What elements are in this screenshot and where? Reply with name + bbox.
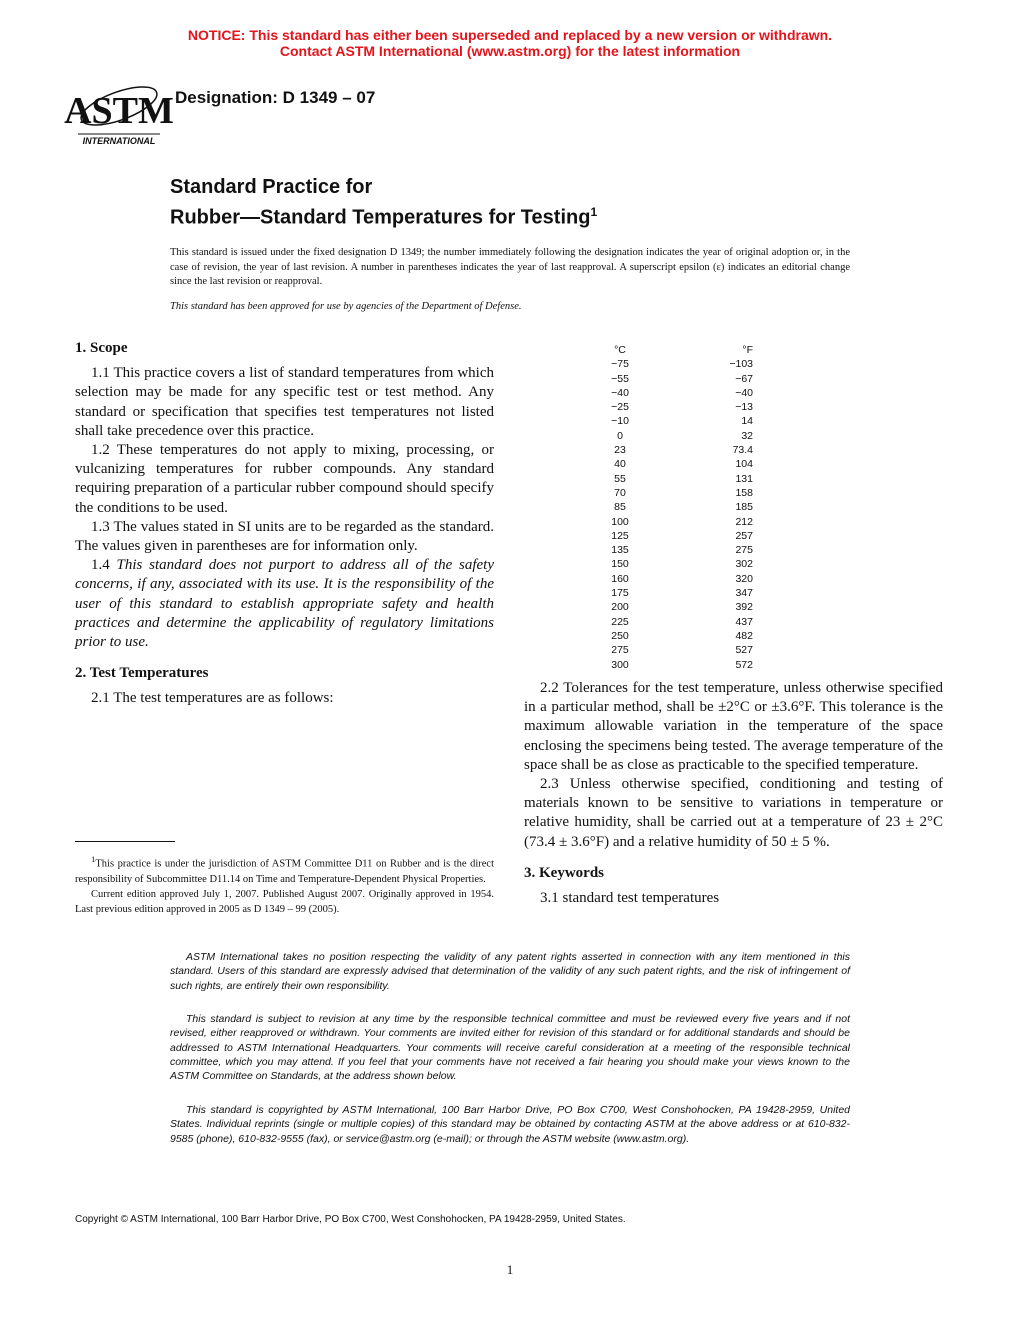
- fahrenheit-cell: −13: [735, 401, 753, 414]
- page-title: Standard Practice for Rubber—Standard Temperatures for Testing$^1$: [170, 176, 598, 229]
- fahrenheit-cell: 104: [735, 458, 753, 471]
- table-row: [605, 529, 755, 543]
- celsius-cell: 135: [611, 544, 629, 557]
- section-heading: 1. Scope: [75, 340, 128, 356]
- fahrenheit-cell: 185: [735, 501, 753, 514]
- table-row: [605, 643, 755, 657]
- paragraph: 1.4 This standard does not purport to address all of the safety concerns, if any, associated with its use. It is the responsibility of the user of this standard to establish appropriate safety and health practices and determine the applicability of regulatory limitations prior to use.: [75, 557, 495, 651]
- table-row: [605, 515, 755, 529]
- fahrenheit-cell: 73.4: [732, 444, 753, 457]
- celsius-cell: −25: [611, 401, 629, 414]
- fahrenheit-cell: 275: [735, 544, 753, 557]
- celsius-cell: 275: [611, 644, 629, 657]
- dod-approval: This standard has been approved for use by agencies of the Department of Defense.: [170, 301, 522, 312]
- page-number: 1: [506, 1262, 514, 1277]
- table-row: [605, 615, 755, 629]
- fahrenheit-cell: 14: [741, 415, 753, 428]
- celsius-cell: 175: [611, 587, 629, 600]
- issuance-note: This standard is issued under the fixed designation D 1349; the number immediately following the designation indicates the year of original adoption or, in the case of revision, the year of last revision. A number in parentheses indicates the year of last reapproval. A superscript epsilon (ε) indicates an editorial change since the last revision or reapproval.: [170, 247, 850, 287]
- paragraph: 3.1 standard test temperatures: [540, 890, 720, 907]
- fahrenheit-cell: −103: [729, 358, 753, 371]
- svg-text:INTERNATIONAL: INTERNATIONAL: [82, 136, 156, 146]
- fahrenheit-cell: 32: [741, 429, 753, 442]
- fahrenheit-cell: 320: [735, 572, 753, 585]
- celsius-cell: 300: [611, 658, 629, 671]
- celsius-cell: 70: [614, 486, 626, 499]
- celsius-cell: 250: [611, 629, 629, 642]
- fahrenheit-cell: 527: [735, 644, 753, 657]
- fahrenheit-cell: −67: [735, 372, 753, 385]
- fahrenheit-cell: −40: [735, 386, 753, 399]
- copyright-notice: This standard is copyrighted by ASTM International, 100 Barr Harbor Drive, PO Box C700, West Conshohocken, PA 19428-2959, United States. Individual reprints (single or multiple copies) of this standard may be obtained by contacting ASTM at the above address or at 610-832-9585 (phone), 610-832-9555 (fax), or service@astm.org (e-mail); or through the ASTM website (www.astm.org).: [170, 1104, 850, 1145]
- table-row: [605, 557, 755, 571]
- fahrenheit-cell: 257: [735, 529, 753, 542]
- celsius-cell: 150: [611, 558, 629, 571]
- table-row: [605, 357, 755, 371]
- paragraph: 2.1 The test temperatures are as follows:: [91, 690, 334, 707]
- right-column: [524, 679, 943, 908]
- celsius-cell: −75: [611, 358, 629, 371]
- celsius-cell: −55: [611, 372, 629, 385]
- supersede-notice: NOTICE: This standard has either been superseded and replaced by a new version or withdrawn. Contact ASTM International (www.astm.org) for the latest information: [187, 27, 833, 59]
- table-row: [605, 386, 755, 400]
- table-header: °C °F: [614, 344, 753, 356]
- revision-notice: This standard is subject to revision at any time by the responsible technical committee and must be reviewed every five years and if not revised, either reapproved or withdrawn. Your comments are invited either for revision of this standard or for additional standards and should be addressed to ASTM International Headquarters. Your comments will receive careful consideration at a meeting of the responsible technical committee, which you may attend. If you feel that your comments have not received a fair hearing you should make your views known to the ASTM Committee on Standards, at the address shown below.: [170, 1013, 850, 1083]
- fahrenheit-cell: 437: [735, 615, 753, 628]
- celsius-cell: 225: [611, 615, 629, 628]
- paragraph: 1.2 These temperatures do not apply to mixing, processing, or vulcanizing temperatures for rubber compounds. Any standard requiring preparation of a particular rubber compound should specify the conditions to be used.: [75, 442, 494, 516]
- table-row: [605, 500, 755, 514]
- table-row: [605, 572, 755, 586]
- celsius-cell: 55: [614, 472, 626, 485]
- celsius-cell: 200: [611, 601, 629, 614]
- table-row: [605, 600, 755, 614]
- fahrenheit-cell: 482: [735, 629, 753, 642]
- celsius-cell: 0: [617, 429, 623, 442]
- table-row: [605, 472, 755, 486]
- table-row: [605, 443, 755, 457]
- fahrenheit-cell: 347: [735, 587, 753, 600]
- table-row: [605, 400, 755, 414]
- copyright-footer: Copyright © ASTM International, 100 Barr Harbor Drive, PO Box C700, West Conshohocken, PA 19428-2959, United States.: [75, 1214, 626, 1225]
- table-row: [605, 586, 755, 600]
- paragraph: 2.3 Unless otherwise specified, conditioning and testing of materials known to be sensitive to variations in temperature or relative humidity, shall be carried out at a temperature of 23 ± 2°C (73.4 ± 3.6°F) and a relative humidity of 50 ± 5 %.: [524, 776, 943, 850]
- celsius-cell: 40: [614, 458, 626, 471]
- fahrenheit-cell: 392: [735, 601, 753, 614]
- paragraph: 2.2 Tolerances for the test temperature, unless otherwise specified in a particular method, shall be ±2°C or ±3.6°F. This tolerance is the maximum allowable variation in the temperature of the space enclosing the specimens being tested. The average temperature of the space shall be as close as practicable to the specified temperature.: [524, 680, 943, 773]
- celsius-cell: 85: [614, 501, 626, 514]
- celsius-cell: 125: [611, 529, 629, 542]
- table-row: [605, 414, 755, 428]
- section-heading: 3. Keywords: [524, 864, 604, 881]
- celsius-cell: −10: [611, 415, 629, 428]
- table-row: [605, 486, 755, 500]
- temperature-table: [605, 343, 755, 672]
- fahrenheit-cell: 302: [735, 558, 753, 571]
- fahrenheit-cell: 572: [735, 658, 753, 671]
- table-row: [605, 457, 755, 471]
- celsius-cell: 160: [611, 572, 629, 585]
- table-row: [605, 372, 755, 386]
- celsius-cell: 100: [611, 515, 629, 528]
- paragraph: 1.3 The values stated in SI units are to be regarded as the standard. The values given in parentheses are for information only.: [75, 518, 494, 555]
- footnote: $^1$This practice is under the jurisdiction of ASTM Committee D11 on Rubber and is the direct responsibility of Subcommittee D11.14 on Time and Temperature-Dependent Physical Properties. Current edition approved July 1, 2007. Published August 2007. Originally approved in 1954. Last previous edition approved in 2005 as D 1349 – 99 (2005).: [75, 854, 494, 915]
- table-row: [605, 658, 755, 672]
- celsius-cell: 23: [614, 444, 626, 457]
- fahrenheit-cell: 131: [735, 472, 753, 485]
- designation: Designation: D 1349 – 07: [175, 88, 376, 107]
- footnote-divider: [75, 841, 175, 842]
- table-row: [605, 543, 755, 557]
- patent-notice: ASTM International takes no position respecting the validity of any patent rights asserted in connection with any item mentioned in this standard. Users of this standard are expressly advised that determination of the validity of any such patent rights, and the risk of infringement of such rights, are entirely their own responsibility.: [170, 951, 850, 992]
- celsius-cell: −40: [611, 386, 629, 399]
- svg-text:ASTM: ASTM: [64, 90, 174, 132]
- table-row: [605, 629, 755, 643]
- astm-logo: [64, 78, 174, 148]
- fahrenheit-cell: 212: [735, 515, 753, 528]
- paragraph: 1.1 This practice covers a list of standard temperatures from which selection may be made for any specific test or test method. Any standard or specification that specifies test temperatures not listed shall take precedence over this practice.: [75, 365, 494, 439]
- section-heading: 2. Test Temperatures: [75, 665, 209, 682]
- fahrenheit-cell: 158: [735, 486, 753, 499]
- left-column: [75, 339, 494, 709]
- table-row: [605, 429, 755, 443]
